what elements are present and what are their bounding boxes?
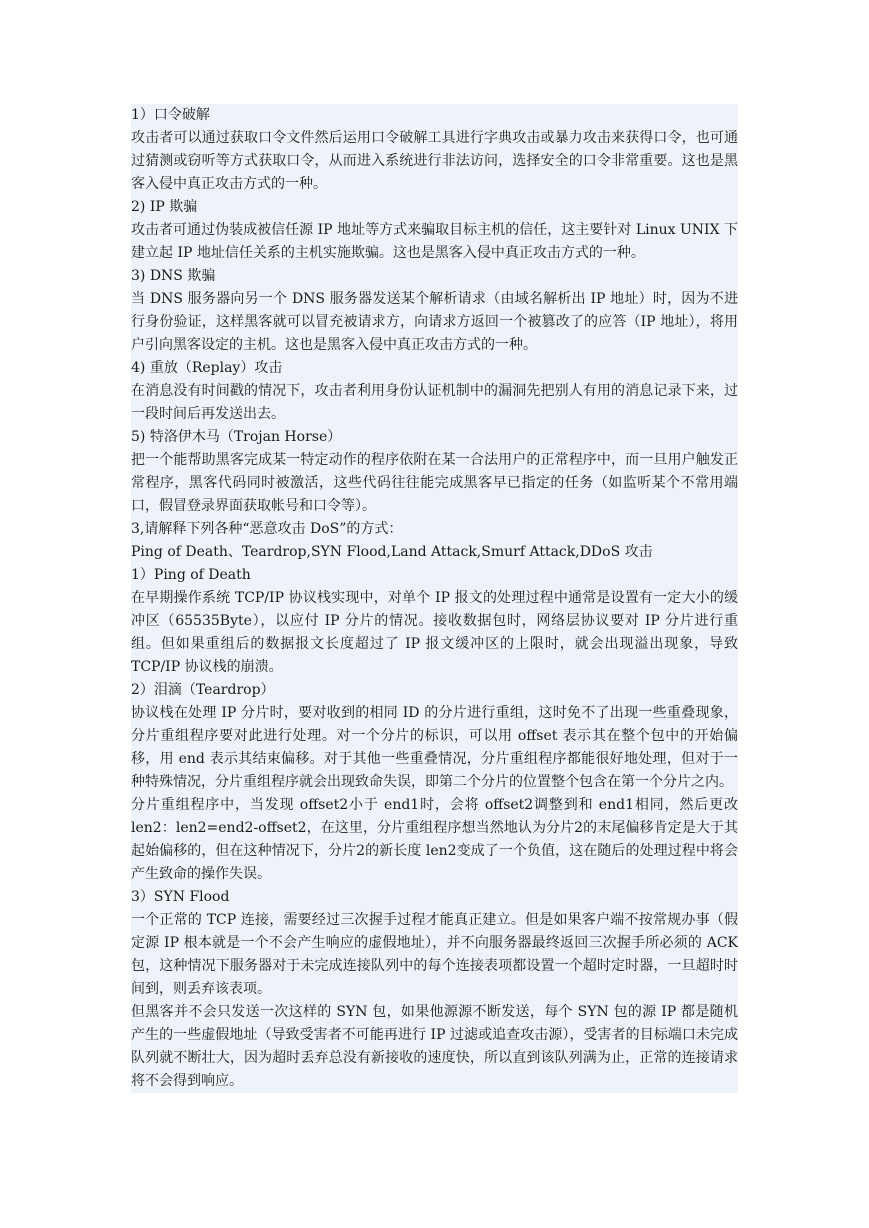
- section-trojan-horse: [131, 426, 738, 518]
- section-heading: 2) IP 欺骗: [131, 199, 198, 215]
- section-heading: 3）SYN Flood: [131, 889, 230, 905]
- section-heading: 3,请解释下列各种“恶意攻击 DoS”的方式：: [131, 521, 403, 537]
- section-dns-spoofing: [131, 265, 738, 357]
- section-heading: 4) 重放（Replay）攻击: [131, 360, 283, 376]
- section-paragraph: 分片重组程序中，当发现 offset2小于 end1时，会将 offset2调整到和 end1相同，然后更改 len2：len2=end2-offset2，在这里，分片重组程序想当然地认为分片2的末尾偏移肯定是大于其起始偏移的，但在这种情况下，分片2的新长度 len2变成了一个负值，这在随后的处理过程中将会产生致命的操作失误。: [131, 797, 738, 882]
- section-paragraph: 把一个能帮助黑客完成某一特定动作的程序依附在某一合法用户的正常程序中，而一旦用户触发正常程序，黑客代码同时被激活，这些代码往往能完成黑客早已指定的任务（如监听某个不常用端口，假冒登录界面获取帐号和口令等）。: [131, 452, 738, 514]
- section-paragraph: 一个正常的 TCP 连接，需要经过三次握手过程才能真正建立。但是如果客户端不按常规办事（假定源 IP 根本就是一个不会产生响应的虚假地址），并不向服务器最终返回三次握手所必须的 ACK 包，这种情况下服务器对于未完成连接队列中的每个连接表项都设置一个超时定时器，一旦超时时间到，则丢弃该表项。: [131, 912, 738, 997]
- section-replay-attack: [131, 357, 738, 426]
- section-ping-of-death: [131, 564, 738, 679]
- section-syn-flood: [131, 886, 738, 1093]
- section-heading: 5) 特洛伊木马（Trojan Horse）: [131, 429, 342, 445]
- section-paragraph: 但黑客并不会只发送一次这样的 SYN 包，如果他源源不断发送，每个 SYN 包的源 IP 都是随机产生的一些虚假地址（导致受害者不可能再进行 IP 过滤或追查攻击源），受害者的目标端口未完成队列就不断壮大，因为超时丢弃总没有新接收的速度快，所以直到该队列满为止，正常的连接请求将不会得到响应。: [131, 1004, 738, 1089]
- section-teardrop: [131, 679, 738, 886]
- section-paragraph: 攻击者可通过伪装成被信任源 IP 地址等方式来骗取目标主机的信任，这主要针对 Linux UNIX 下建立起 IP 地址信任关系的主机实施欺骗。这也是黑客入侵中真正攻击方式的一种。: [131, 222, 738, 261]
- section-paragraph: Ping of Death、Teardrop,SYN Flood,Land Attack,Smurf Attack,DDoS 攻击: [131, 544, 653, 560]
- section-paragraph: 攻击者可以通过获取口令文件然后运用口令破解工具进行字典攻击或暴力攻击来获得口令，也可通过猜测或窃听等方式获取口令，从而进入系统进行非法访问，选择安全的口令非常重要。这也是黑客入侵中真正攻击方式的一种。: [131, 130, 738, 192]
- section-heading: 1）Ping of Death: [131, 567, 251, 583]
- section-paragraph: 当 DNS 服务器向另一个 DNS 服务器发送某个解析请求（由域名解析出 IP 地址）时，因为不进行身份验证，这样黑客就可以冒充被请求方，向请求方返回一个被篡改了的应答（IP 地址），将用户引向黑客设定的主机。这也是黑客入侵中真正攻击方式的一种。: [131, 291, 738, 353]
- section-paragraph: 在早期操作系统 TCP/IP 协议栈实现中，对单个 IP 报文的处理过程中通常是设置有一定大小的缓冲区（65535Byte），以应付 IP 分片的情况。接收数据包时，网络层协议要对 IP 分片进行重组。但如果重组后的数据报文长度超过了 IP 报文缓冲区的上限时，就会出现溢出现象，导致 TCP/IP 协议栈的崩溃。: [131, 590, 738, 675]
- section-heading: 3) DNS 欺骗: [131, 268, 216, 284]
- section-paragraph: 在消息没有时间戳的情况下，攻击者利用身份认证机制中的漏洞先把别人有用的消息记录下来，过一段时间后再发送出去。: [131, 383, 738, 422]
- section-heading: 2）泪滴（Teardrop）: [131, 682, 275, 698]
- section-dos-question: [131, 518, 738, 564]
- section-paragraph: 协议栈在处理 IP 分片时，要对收到的相同 ID 的分片进行重组，这时免不了出现一些重叠现象，分片重组程序要对此进行处理。对一个分片的标识，可以用 offset 表示其在整个包中的开始偏移，用 end 表示其结束偏移。对于其他一些重叠情况，分片重组程序都能很好地处理，但对于一种特殊情况，分片重组程序就会出现致命失误，即第二个分片的位置整个包含在第一个分片之内。: [131, 705, 738, 790]
- section-heading: 1）口令破解: [131, 107, 210, 123]
- section-password-cracking: [131, 104, 738, 196]
- section-ip-spoofing: [131, 196, 738, 265]
- document-body: [131, 104, 738, 1093]
